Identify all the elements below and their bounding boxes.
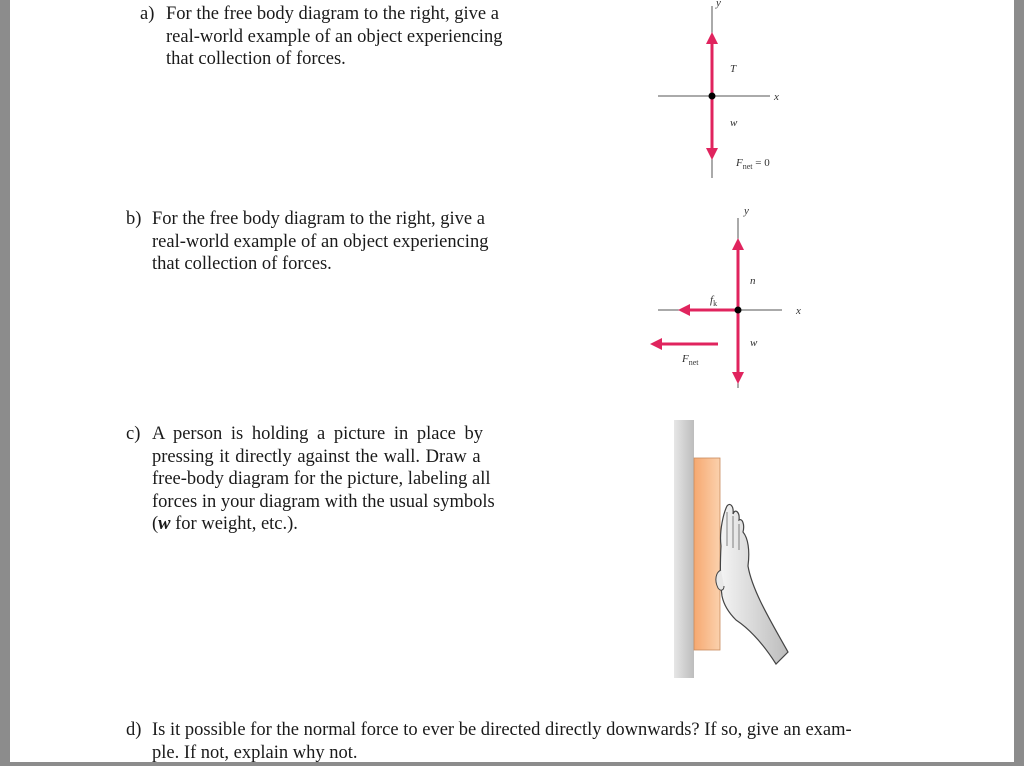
fnet-subscript: net: [688, 358, 699, 367]
question-line: A person is holding a picture in place by: [152, 424, 484, 444]
question-label: d): [126, 720, 142, 740]
friction-symbol: f: [710, 294, 714, 306]
question-line: free-body diagram for the picture, labeling all: [152, 469, 491, 489]
y-axis-label: y: [744, 205, 749, 217]
fnet-label: [681, 353, 699, 367]
open-paren: (: [152, 514, 159, 534]
worksheet-page: [10, 0, 1014, 762]
fnet-label: [735, 157, 770, 171]
hand-icon: [720, 504, 788, 664]
picture: [694, 458, 720, 650]
normal-force-label: n: [750, 275, 756, 287]
question-text: [152, 719, 912, 762]
question-line: pressing it directly against the wall. Draw a: [152, 446, 481, 467]
question-line: For the free body diagram to the right, give a: [152, 209, 485, 229]
object-dot: [735, 307, 742, 314]
x-axis-label: x: [774, 91, 779, 103]
object-dot: [709, 93, 716, 100]
question-line: that collection of forces.: [152, 254, 332, 274]
question-line-rest: for weight, etc.).: [170, 514, 298, 534]
free-body-diagram-a: [650, 0, 800, 185]
fnet-symbol: F: [736, 157, 743, 169]
question-text: [152, 423, 494, 536]
weight-vector-symbol: w: [158, 514, 171, 534]
picture-against-wall-illustration: [660, 420, 790, 680]
free-body-diagram-b: [640, 200, 820, 395]
friction-subscript: k: [713, 299, 718, 308]
tension-label: T: [730, 63, 737, 75]
wall: [674, 420, 694, 678]
question-text: [152, 208, 494, 276]
question-text: [166, 3, 508, 71]
weight-label: w: [750, 337, 758, 349]
friction-label: [710, 294, 717, 308]
question-line: Is it possible for the normal force to ever be directed directly downwards? If so, give an exam-: [152, 720, 852, 740]
fnet-subscript: net: [742, 162, 753, 171]
question-line: ple. If not, explain why not.: [152, 742, 358, 762]
fnet-symbol: F: [682, 353, 689, 365]
question-line: real-world example of an object experiencing: [152, 231, 489, 252]
question-line: [152, 513, 494, 536]
question-line: forces in your diagram with the usual symbols: [152, 491, 495, 512]
question-line: that collection of forces.: [166, 49, 346, 69]
question-line: real-world example of an object experiencing: [166, 26, 503, 47]
weight-label: w: [730, 117, 738, 129]
question-label: a): [140, 4, 155, 24]
question-label: c): [126, 424, 141, 444]
question-label: b): [126, 209, 142, 229]
fnet-equals: = 0: [752, 157, 770, 169]
question-line: For the free body diagram to the right, give a: [166, 4, 499, 24]
y-axis-label: y: [716, 0, 721, 9]
x-axis-label: x: [796, 305, 801, 317]
